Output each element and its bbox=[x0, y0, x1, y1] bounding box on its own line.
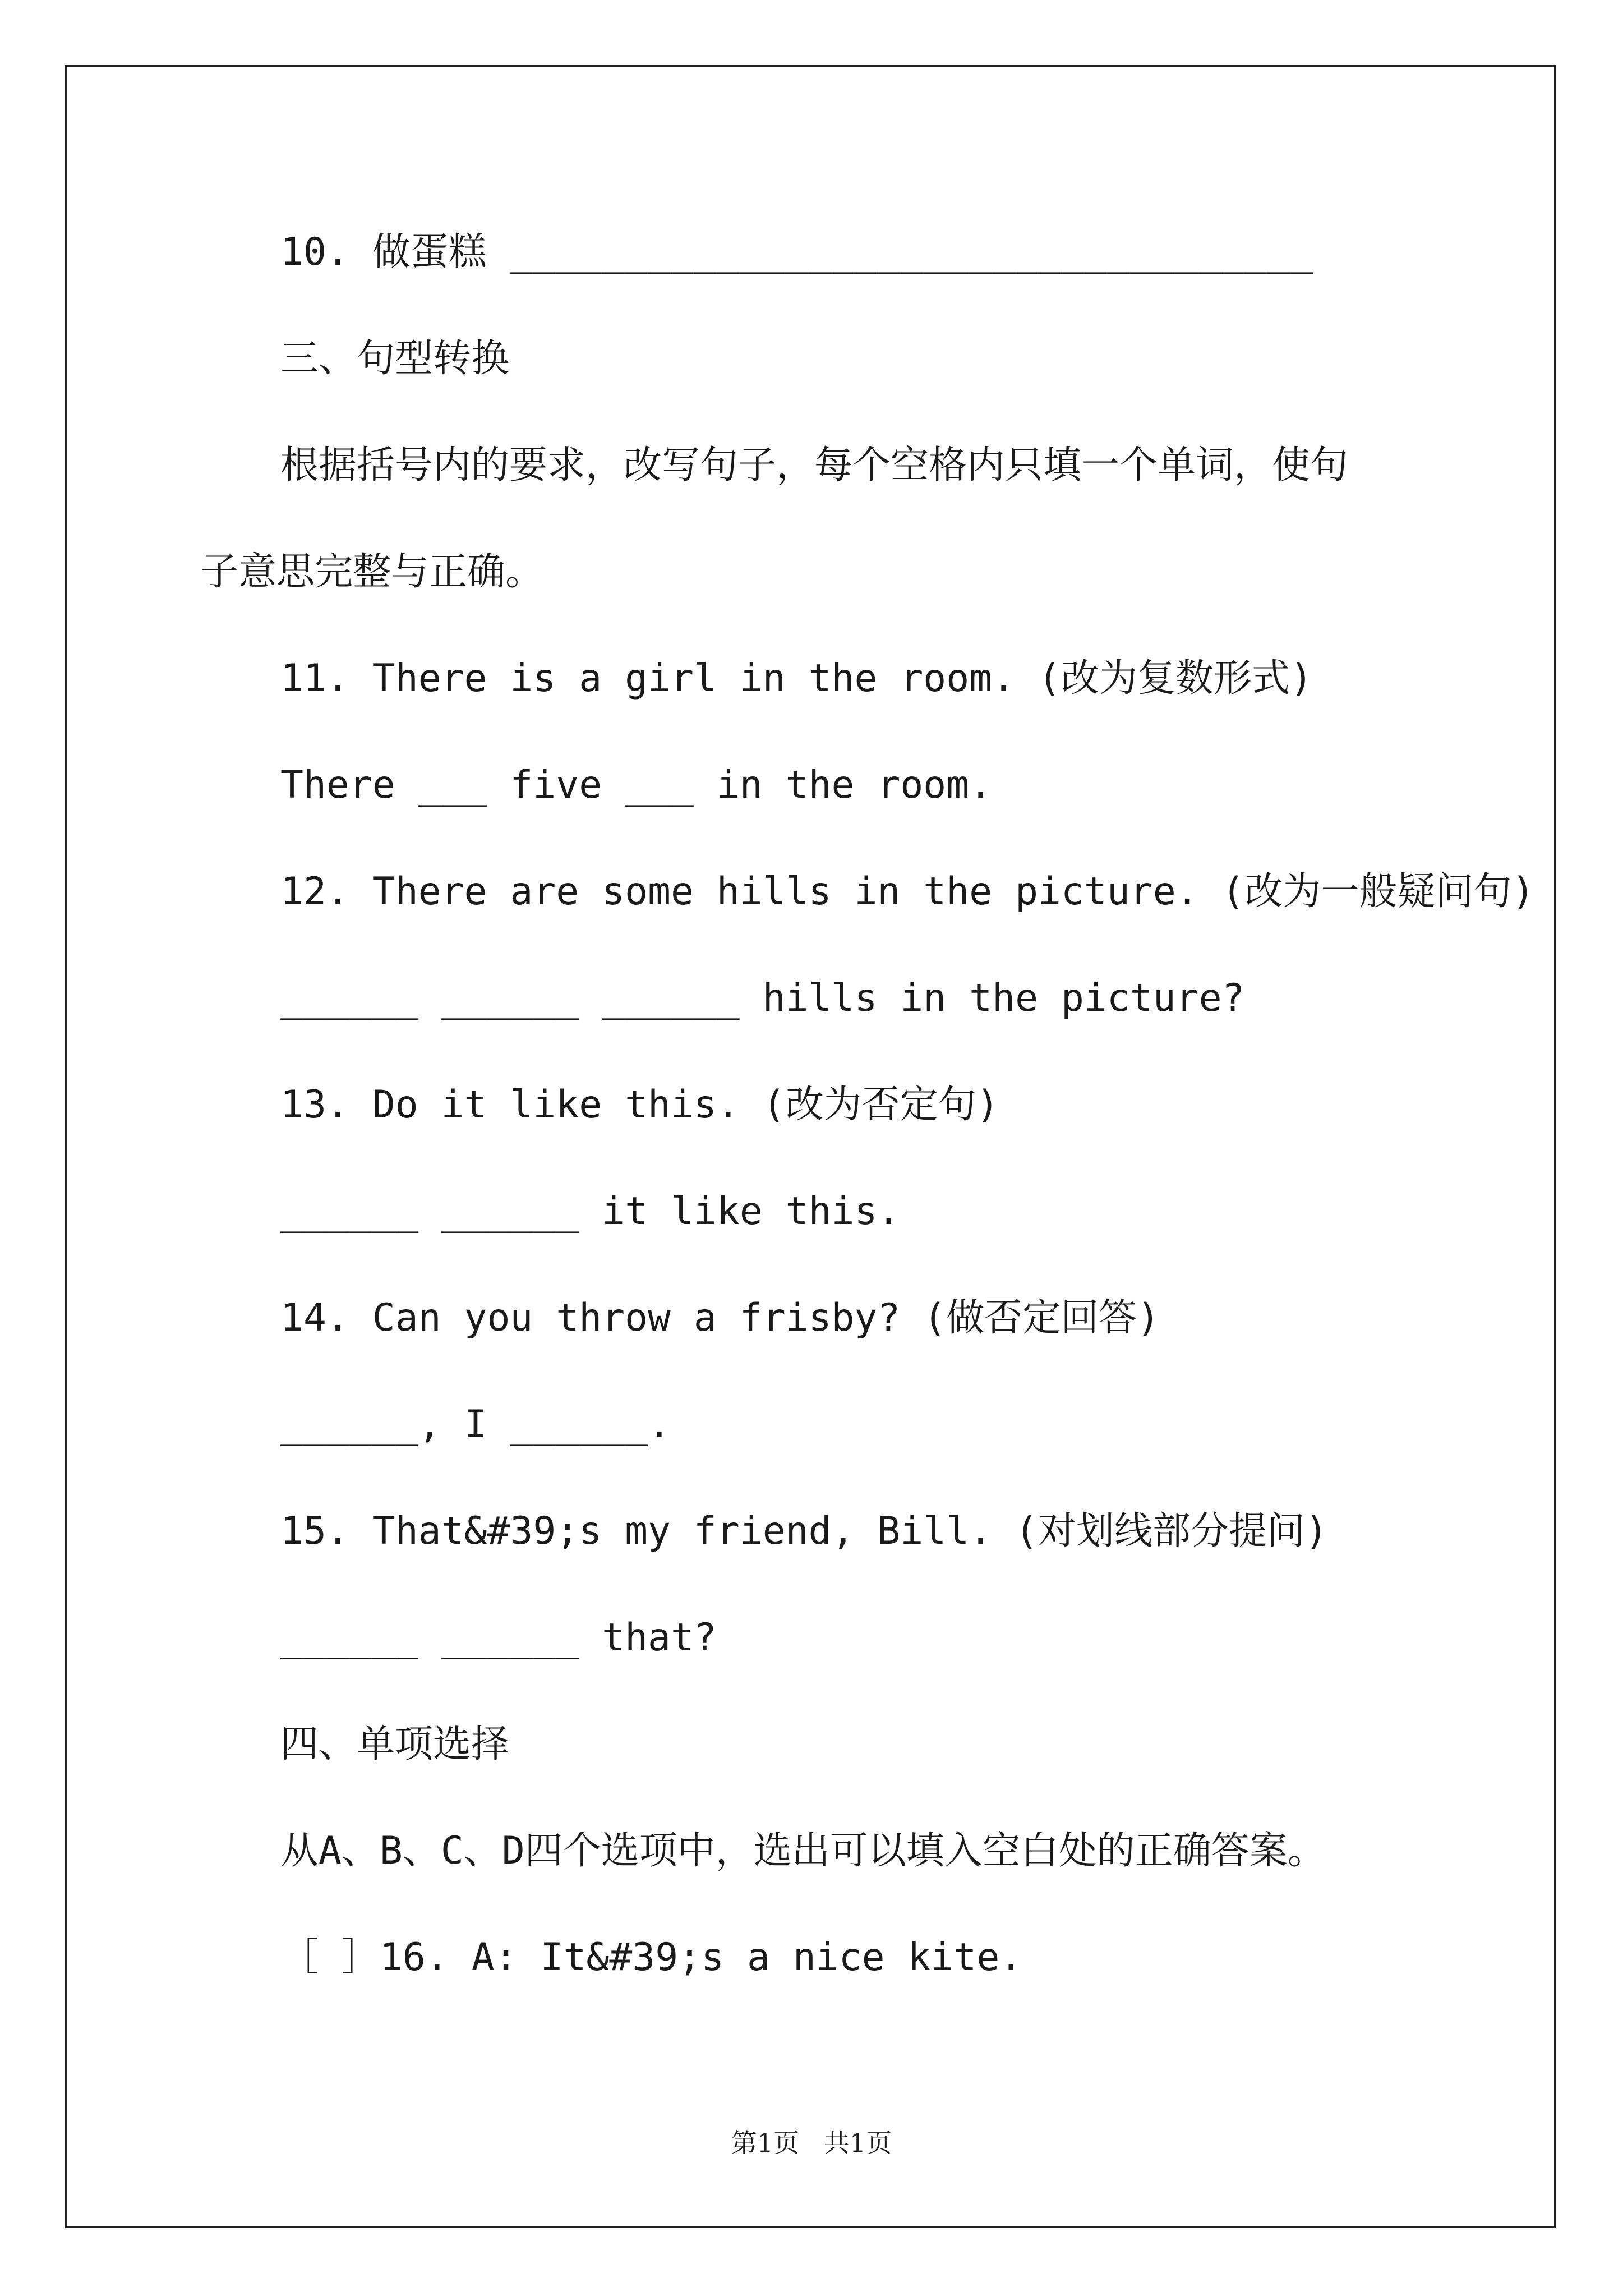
choice-instructions: 从A、B、C、D四个选项中，选出可以填入空白处的正确答案。 bbox=[280, 1829, 1326, 1873]
question-12: 12. There are some hills in the picture. (改为一般疑问句) bbox=[280, 869, 1535, 914]
question-14: 14. Can you throw a frisby? (做否定回答) bbox=[280, 1296, 1160, 1340]
section-heading-3: 三、句型转换 bbox=[280, 337, 510, 381]
page-border bbox=[65, 65, 1556, 2228]
instructions-line-2: 子意思完整与正确。 bbox=[200, 550, 544, 594]
answer-11: There ___ five ___ in the room. bbox=[280, 763, 993, 807]
page-footer: 第1页 共1页 bbox=[731, 2128, 892, 2158]
question-11: 11. There is a girl in the room. (改为复数形式) bbox=[280, 656, 1313, 701]
answer-12: ______ ______ ______ hills in the picture? bbox=[280, 976, 1245, 1020]
answer-14: ______, I ______. bbox=[280, 1402, 671, 1447]
question-13: 13. Do it like this. (改为否定句) bbox=[280, 1083, 999, 1127]
instructions-line-1: 根据括号内的要求，改写句子，每个空格内只填一个单词，使句 bbox=[280, 443, 1349, 487]
answer-13: ______ ______ it like this. bbox=[280, 1189, 901, 1234]
section-heading-4: 四、单项选择 bbox=[280, 1722, 510, 1766]
item-10-line: 10. 做蛋糕 ___________________________________ bbox=[280, 230, 1313, 274]
question-16: ［ ］16. A: It&#39;s a nice kite. bbox=[280, 1935, 1023, 1980]
answer-15: ______ ______ that? bbox=[280, 1616, 717, 1660]
question-15: 15. That&#39;s my friend, Bill. (对划线部分提问) bbox=[280, 1509, 1328, 1553]
